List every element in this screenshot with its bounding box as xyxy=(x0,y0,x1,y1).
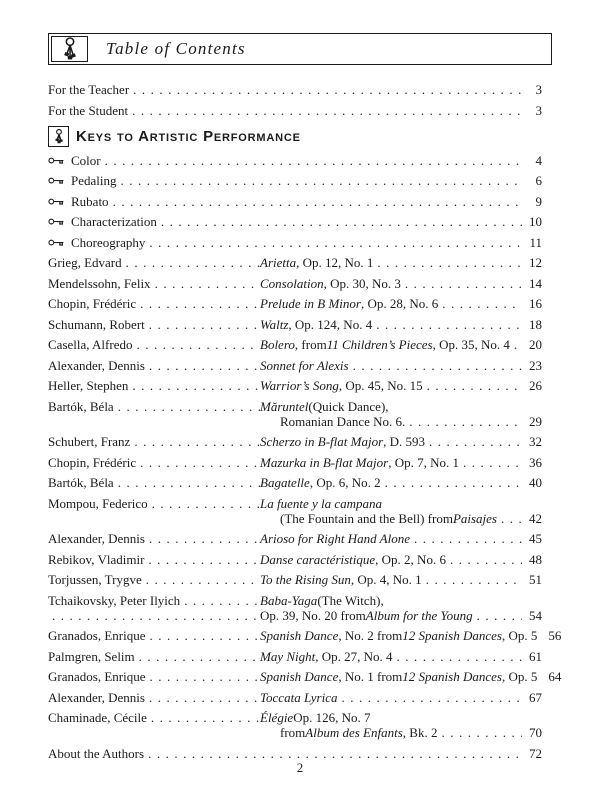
composer-name: Heller, Stephen xyxy=(48,378,129,393)
composer-name: Schumann, Robert xyxy=(48,316,145,332)
title-cell xyxy=(260,497,542,511)
piece-title-text: , D. 593 xyxy=(383,434,426,449)
title-cell xyxy=(260,456,542,470)
skeleton-key-icon xyxy=(48,198,66,206)
piece-title-text: Danse caractéristique xyxy=(260,551,376,567)
composer-name: Granados, Enrique xyxy=(48,669,146,684)
piece-title-text: , Op. 2, No. 6 xyxy=(375,551,446,567)
title-cell xyxy=(260,711,542,725)
page-number-ref: 26 xyxy=(529,378,542,393)
composer-cell xyxy=(48,456,260,470)
piece-title-text: , Op. 5 xyxy=(501,669,538,684)
piece-title-text: , Op. 45, No. 15 xyxy=(338,378,423,393)
front-matter-row xyxy=(48,104,542,118)
dot-leader xyxy=(151,277,260,291)
title-cell xyxy=(260,573,542,587)
repertoire-entry-row xyxy=(48,650,542,664)
front-matter-list xyxy=(48,83,552,118)
dot-leader xyxy=(510,338,522,352)
title-cell xyxy=(260,277,542,291)
composer-name: Chaminade, Cécile xyxy=(48,710,147,725)
page-number-ref: 16 xyxy=(529,296,542,311)
piece-title-text: Waltz xyxy=(260,316,289,332)
piece-title-text: , No. 2 from xyxy=(338,628,403,643)
back-matter-row xyxy=(48,747,542,761)
title-cell xyxy=(260,318,542,332)
piece-title-text: Bolero xyxy=(260,337,295,352)
composer-name: Schubert, Franz xyxy=(48,434,131,449)
dot-leader xyxy=(114,400,260,414)
keys-item-row xyxy=(48,215,542,229)
page-number-ref: 9 xyxy=(535,193,542,209)
dot-leader xyxy=(372,318,522,332)
dot-leader xyxy=(147,711,260,725)
page-number-ref: 18 xyxy=(529,316,542,332)
repertoire-list xyxy=(48,255,562,740)
page-title: Table of Contents xyxy=(106,39,246,58)
keys-item-label: Rubato xyxy=(71,193,109,209)
composer-name: Palmgren, Selim xyxy=(48,648,135,664)
title-cell xyxy=(260,297,542,311)
page-number-ref: 54 xyxy=(529,607,542,623)
repertoire-entry-row xyxy=(48,628,562,643)
piece-title-text: Consolation xyxy=(260,275,324,291)
piece-title-text: , Op. 6, No. 2 xyxy=(309,475,381,490)
title-cell xyxy=(280,726,542,740)
piece-title-text: , No. 1 from xyxy=(338,669,403,684)
repertoire-entry-row xyxy=(48,435,542,449)
dot-leader xyxy=(101,154,522,168)
composer-name: Chopin, Frédéric xyxy=(48,454,137,470)
dot-leader xyxy=(438,297,522,311)
page-number-ref: 48 xyxy=(529,551,542,567)
title-cell xyxy=(280,512,542,526)
repertoire-entry-row xyxy=(48,476,542,490)
piece-title-text: Toccata Lyrica xyxy=(260,689,338,705)
page-number-ref: 29 xyxy=(529,413,542,429)
back-matter-list xyxy=(48,747,552,761)
dot-leader xyxy=(109,195,522,209)
repertoire-entry-row xyxy=(48,415,542,429)
dot-leader xyxy=(145,629,260,643)
toc-header xyxy=(48,33,552,65)
piece-title-text: , Op. 12, No. 1 xyxy=(296,255,374,270)
dot-leader xyxy=(405,415,522,429)
page-number-ref: 64 xyxy=(548,669,562,684)
dot-leader xyxy=(338,691,523,705)
piece-title-text: Măruntel xyxy=(260,398,309,414)
page-number-ref: 45 xyxy=(529,531,542,546)
keys-section-title: Keys to Artistic Performance xyxy=(76,127,301,145)
dot-leader xyxy=(128,104,522,118)
dot-leader xyxy=(349,359,522,373)
keys-item-label: Characterization xyxy=(71,214,157,229)
piece-title-text: La fuente y la campana xyxy=(260,495,383,511)
page-number-ref: 20 xyxy=(529,337,542,352)
page-number-ref: 61 xyxy=(529,648,542,664)
piece-title-text: , Op. 28, No. 6 xyxy=(360,296,439,311)
skeleton-key-icon xyxy=(48,157,66,165)
dot-leader xyxy=(459,456,522,470)
piece-title-text: Élégie xyxy=(260,710,294,725)
piece-title-text: Bagatelle xyxy=(260,475,310,490)
dot-leader xyxy=(114,476,260,490)
keys-item-row xyxy=(48,236,542,250)
piece-title-text: Baba-Yaga xyxy=(260,592,318,608)
piece-title-text: Op. 126, No. 7 xyxy=(293,710,371,725)
piece-title-text: 11 Children’s Pieces xyxy=(326,337,433,352)
piece-title-text: Spanish Dance xyxy=(260,628,339,643)
front-matter-label: For the Student xyxy=(48,102,129,118)
composer-cell xyxy=(48,318,260,332)
dot-leader xyxy=(144,553,260,567)
composer-name: Rebikov, Vladimir xyxy=(48,551,145,567)
piece-title-text: To the Rising Sun xyxy=(260,572,351,587)
repertoire-entry-row xyxy=(48,573,542,587)
composer-cell xyxy=(48,497,260,511)
piece-title-text: Album for the Young xyxy=(365,607,473,623)
repertoire-entry-row xyxy=(48,726,542,740)
composer-cell xyxy=(48,650,260,664)
dot-leader xyxy=(145,359,260,373)
page-number-ref: 56 xyxy=(548,628,562,643)
page-number-ref: 70 xyxy=(529,725,542,740)
title-cell xyxy=(260,435,542,449)
front-matter-label: For the Teacher xyxy=(48,82,130,97)
piece-title-text: Scherzo in B-flat Major xyxy=(260,434,384,449)
title-cell xyxy=(260,476,542,490)
dot-leader xyxy=(148,497,260,511)
piece-title-text: , Op. 30, No. 3 xyxy=(323,275,401,291)
page-number-ref: 42 xyxy=(529,510,542,526)
page-number-ref: 32 xyxy=(529,434,542,449)
repertoire-entry-row xyxy=(48,379,542,393)
page-number-ref: 11 xyxy=(529,234,542,250)
repertoire-entry-row xyxy=(48,691,542,705)
dot-leader xyxy=(132,338,260,352)
piece-title-text: , Op. 7, No. 1 xyxy=(388,454,459,470)
dot-leader xyxy=(145,532,260,546)
back-matter-label: About the Authors xyxy=(48,745,145,761)
title-cell xyxy=(260,400,542,414)
dot-leader xyxy=(136,297,260,311)
piece-title-text: Paisajes xyxy=(452,510,497,526)
dot-leader xyxy=(130,435,260,449)
composer-name: Bartók, Béla xyxy=(48,398,114,414)
dot-leader xyxy=(157,215,522,229)
repertoire-entry-row xyxy=(48,711,542,725)
dot-leader xyxy=(497,512,522,526)
dot-leader xyxy=(144,747,522,761)
title-cell xyxy=(260,669,562,684)
dot-leader xyxy=(136,456,260,470)
title-cell xyxy=(260,650,542,664)
piece-title-text: Romanian Dance No. 6. xyxy=(280,413,406,429)
keyring-icon-small xyxy=(48,126,69,147)
front-matter-row xyxy=(48,83,542,97)
piece-title-text: , Op. 35, No. 4 xyxy=(432,337,510,352)
piece-title-text: , Bk. 2 xyxy=(402,725,438,740)
page-number-ref: 3 xyxy=(535,82,542,97)
page-number-ref: 51 xyxy=(529,572,542,587)
composer-cell xyxy=(48,629,260,643)
dot-leader xyxy=(117,174,523,188)
composer-name: Mompou, Federico xyxy=(48,495,148,511)
repertoire-entry-row xyxy=(48,609,542,623)
piece-title-text: , Op. 27, No. 4 xyxy=(315,648,393,664)
repertoire-entry-row xyxy=(48,594,542,608)
page-number-ref: 14 xyxy=(529,275,542,291)
skeleton-key-icon xyxy=(48,177,66,185)
piece-title-text: , from xyxy=(294,337,327,352)
keys-item-row xyxy=(48,154,542,168)
piece-title-text: (The Fountain and the Bell) from xyxy=(280,510,453,526)
title-cell xyxy=(260,594,542,608)
repertoire-entry-row xyxy=(48,553,542,567)
composer-cell xyxy=(48,256,260,270)
page-number-ref: 36 xyxy=(529,454,542,470)
composer-name: Granados, Enrique xyxy=(48,628,146,643)
keys-section-header xyxy=(48,126,552,147)
dot-leader xyxy=(145,318,260,332)
title-cell xyxy=(260,553,542,567)
title-cell xyxy=(280,415,542,429)
repertoire-entry-row xyxy=(48,512,542,526)
repertoire-entry-row xyxy=(48,400,542,414)
piece-title-text: Arioso for Right Hand Alone xyxy=(260,531,410,546)
composer-cell xyxy=(48,379,260,393)
title-cell xyxy=(260,532,542,546)
dot-leader xyxy=(446,553,522,567)
composer-cell xyxy=(48,297,260,311)
dot-leader xyxy=(381,476,522,490)
dot-leader xyxy=(145,691,260,705)
piece-title-text: 12 Spanish Dances xyxy=(402,669,502,684)
composer-cell xyxy=(48,277,260,291)
skeleton-key-icon xyxy=(48,239,66,247)
repertoire-entry-row xyxy=(48,256,542,270)
title-cell xyxy=(260,256,542,270)
dot-leader xyxy=(135,650,260,664)
page-number-ref: 12 xyxy=(529,255,542,270)
composer-cell xyxy=(48,338,260,352)
composer-name: Torjussen, Trygve xyxy=(48,572,142,587)
piece-title-text: from xyxy=(280,725,306,740)
piece-title-text: , Op. 124, No. 4 xyxy=(288,316,373,332)
piece-title-text: (Quick Dance), xyxy=(308,398,389,414)
composer-cell xyxy=(48,476,260,490)
piece-title-text: Mazurka in B-flat Major xyxy=(260,454,389,470)
title-cell xyxy=(260,359,542,373)
composer-name: Alexander, Dennis xyxy=(48,357,145,373)
composer-cell xyxy=(48,594,260,608)
piece-title-text: Op. 39, No. 20 from xyxy=(260,607,366,623)
composer-name: Bartók, Béla xyxy=(48,475,114,490)
composer-cell xyxy=(48,435,260,449)
dot-leader xyxy=(473,609,522,623)
composer-name: Alexander, Dennis xyxy=(48,531,145,546)
piece-title-text: 12 Spanish Dances xyxy=(402,628,502,643)
keys-item-label: Color xyxy=(71,152,101,168)
dot-leader xyxy=(401,277,522,291)
repertoire-entry-row xyxy=(48,359,542,373)
dot-leader xyxy=(373,256,522,270)
piece-title-text: Prelude in B Minor xyxy=(260,296,361,311)
dot-leader xyxy=(425,435,522,449)
repertoire-entry-row xyxy=(48,669,562,684)
page-number-ref: 10 xyxy=(529,214,542,229)
dot-leader xyxy=(393,650,522,664)
dot-leader xyxy=(122,256,260,270)
keys-item-label: Choreography xyxy=(71,234,146,250)
dot-leader xyxy=(423,379,522,393)
composer-cell xyxy=(48,359,260,373)
piece-title-text: Sonnet for Alexis xyxy=(260,357,349,373)
composer-cell xyxy=(48,711,260,725)
page-number-ref: 72 xyxy=(529,745,542,761)
repertoire-entry-row xyxy=(48,497,542,511)
repertoire-entry-row xyxy=(48,532,542,546)
dot-leader xyxy=(48,609,260,623)
dot-leader xyxy=(128,379,260,393)
page-number-ref: 4 xyxy=(535,152,542,168)
title-cell xyxy=(260,691,542,705)
piece-title-text: May Night xyxy=(260,648,316,664)
title-cell xyxy=(260,628,562,643)
piece-title-text: Warrior’s Song xyxy=(260,378,339,393)
composer-cell xyxy=(48,670,260,684)
page-number-ref: 40 xyxy=(529,475,542,490)
composer-name: Tchaikovsky, Peter Ilyich xyxy=(48,592,181,608)
dot-leader xyxy=(145,670,260,684)
repertoire-entry-row xyxy=(48,456,542,470)
composer-name: Mendelssohn, Felix xyxy=(48,275,151,291)
composer-cell xyxy=(48,400,260,414)
repertoire-entry-row xyxy=(48,338,542,352)
piece-title-text: , Op. 4, No. 1 xyxy=(350,572,422,587)
page-number-ref: 23 xyxy=(529,357,542,373)
page-number: 2 xyxy=(296,760,304,775)
title-cell xyxy=(260,379,542,393)
composer-name: Grieg, Edvard xyxy=(48,255,122,270)
leader-cell xyxy=(48,609,260,623)
dot-leader xyxy=(437,726,522,740)
keys-item-row xyxy=(48,174,542,188)
page-number-ref: 3 xyxy=(535,102,542,118)
keyring-icon xyxy=(51,36,88,62)
page-number-ref: 6 xyxy=(535,173,542,188)
composer-cell xyxy=(48,553,260,567)
composer-name: Casella, Alfredo xyxy=(48,337,133,352)
composer-cell xyxy=(48,573,260,587)
repertoire-entry-row xyxy=(48,297,542,311)
composer-name: Chopin, Frédéric xyxy=(48,296,137,311)
repertoire-entry-row xyxy=(48,318,542,332)
page-number-ref: 67 xyxy=(529,689,542,705)
dot-leader xyxy=(145,236,522,250)
skeleton-key-icon xyxy=(48,218,66,226)
keys-item-row xyxy=(48,195,542,209)
dot-leader xyxy=(422,573,522,587)
title-cell xyxy=(260,609,542,623)
dot-leader xyxy=(142,573,260,587)
composer-cell xyxy=(48,532,260,546)
dot-leader xyxy=(129,83,522,97)
piece-title-text: Spanish Dance xyxy=(260,669,339,684)
piece-title-text: Album des Enfants xyxy=(305,725,403,740)
piece-title-text: (The Witch), xyxy=(317,592,384,608)
composer-cell xyxy=(48,691,260,705)
composer-name: Alexander, Dennis xyxy=(48,689,145,705)
keys-item-list xyxy=(48,154,552,250)
dot-leader xyxy=(410,532,522,546)
piece-title-text: , Op. 5 xyxy=(501,628,538,643)
piece-title-text: Arietta xyxy=(260,255,297,270)
repertoire-entry-row xyxy=(48,277,542,291)
keys-item-label: Pedaling xyxy=(71,173,117,188)
dot-leader xyxy=(180,594,260,608)
title-cell xyxy=(260,338,542,352)
